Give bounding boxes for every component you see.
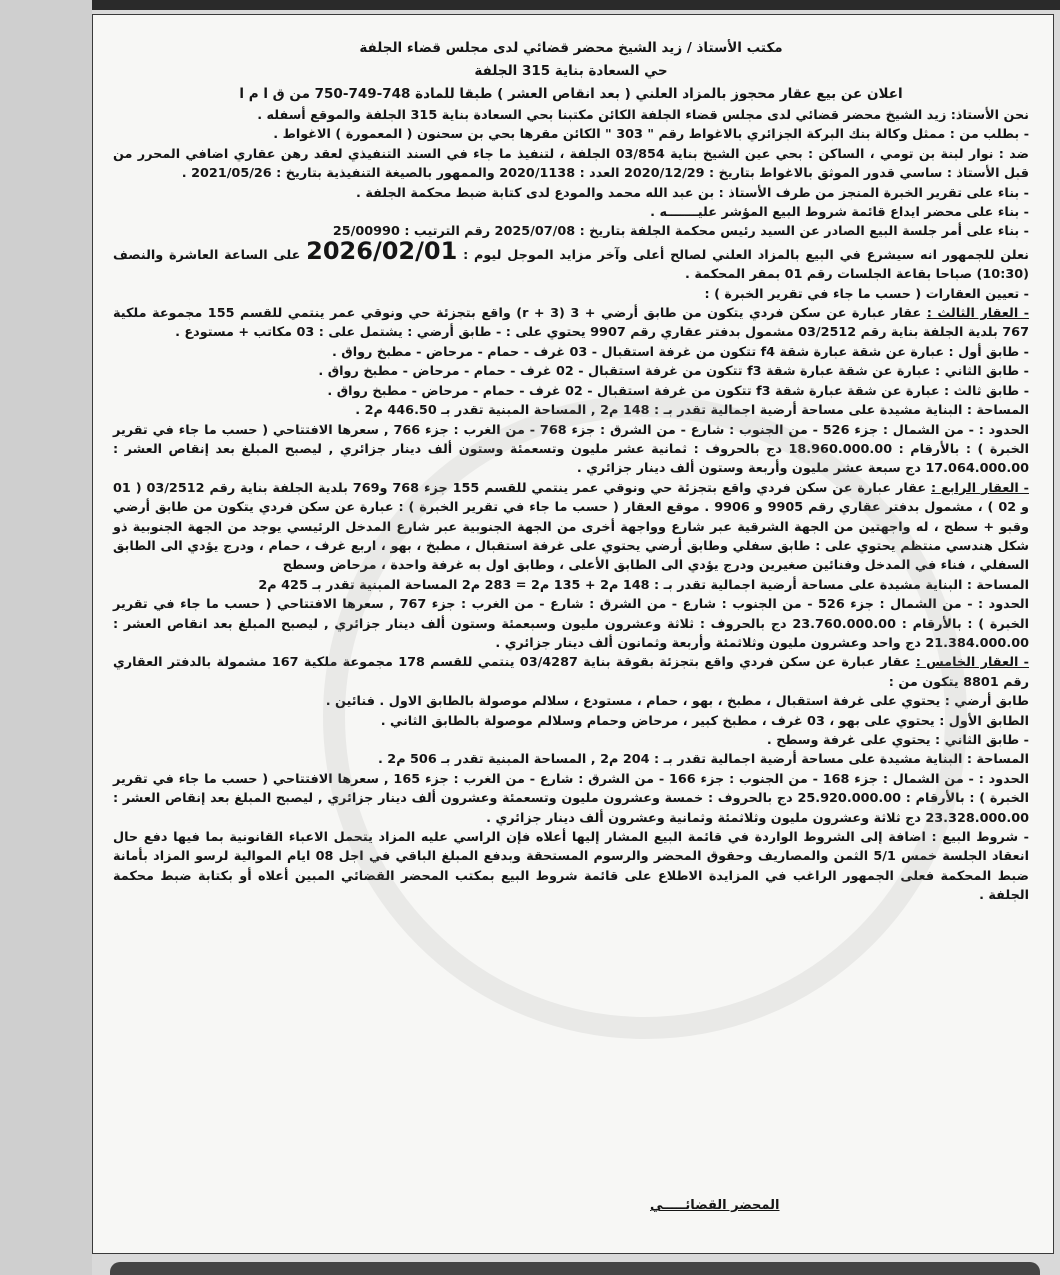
expert-report-basis: - بناء على تقرير الخبرة المنجز من طرف الأستاذ : بن عبد الله محمد والمودع لدى كتابة ضبط محكمة الجلفة . xyxy=(356,185,1029,201)
auction-date: 2026/02/01 xyxy=(306,236,458,265)
property-5-second-floor: - طابق الثاني : يحتوي على غرفة وسطح . xyxy=(766,733,1029,748)
property-3-bounds-price: الحدود : - من الشمال : جزء 526 - من الجنوب : شارع - من الشرق : جزء 768 - من الغرب : جزء 766 , سعرها الافتتاحي ( حسب ما جاء في تقرير الخبرة ) : بالأرقام : 18.960.000.00 دج بالحروف : ثمانية عشر مليون وتسعمئة وستون ألف دينار جزائري , ليصبح المبلغ بعد إنقاص العشر : 17.064.000.00 دج سبعة عشر مليون وأربعة وستون ألف دينار جزائري . xyxy=(113,422,1029,477)
bailiff-statement: نحن الأستاذ: زيد الشيخ محضر قضائي لدى مجلس قضاء الجلفة الكائن مكتبنا بحي السعادة بناية 315 الجلفة والموقع أسفله . xyxy=(257,108,1029,123)
office-header: مكتب الأستاذ / زيد الشيخ محضر قضائي لدى مجلس قضاء الجلفة xyxy=(359,40,783,56)
scan-margin xyxy=(0,0,92,1275)
property-3-label: - العقار الثالث : xyxy=(926,306,1030,322)
auction-time-place: على الساعة العاشرة والنصف (10:30) صباحا بقاعة الجلسات رقم 01 بمقر المحكمة . xyxy=(113,247,1029,283)
bailiff-signature-label: المحضر القضائـــــي xyxy=(650,1198,780,1213)
property-3-floor-3: - طابق ثالث : عبارة عن شقة عبارة شقة f3 تتكون من غرفة استقبال - 02 غرف - حمام - مرحاض - مطبخ رواق . xyxy=(327,383,1029,399)
property-5-text: عقار عبارة عن سكن فردي واقع بتجزئة بقوقة بناية 03/4287 ينتمي للقسم 178 مجموعة ملكية 167 مشمولة بالدفتر العقاري رقم 8801 يتكون من : xyxy=(113,655,1029,690)
property-5-area: المساحة : البناية مشيدة على مساحة أرضية اجمالية تقدر بـ : 204 م2 , المساحة المبنية تقدر بـ 506 م2 . xyxy=(377,752,1029,768)
property-4-text: عقار عبارة عن سكن فردي واقع بتجزئة حي ونوقي عمر ينتمي للقسم 155 جزء 768 و769 بلدية الجلفة بناية رقم 03/2512 ( 01 و 02 ) ، مشمول بدفتر عقاري رقم 9905 و 9906 . موقع العقار ( حسب ما جاء في تقرير الخبرة ) : عبارة عن سكن فردي يتكون من طابق أرضي وقبو + سطح ، له واجهتين من الجهة الشرقية عبر شارع وواجهة أخرى من الجهة الجنوبية عبر شارع المدخل الرئيسي يوجد من الجهة الجنوبية ذو شكل هندسي منتظم يحتوي على : طابق سفلي وطابق أرضي يحتوي على غرفة استقبال ، مطبخ ، بهو ، اربع غرف ، حمام ، ودرج يؤدي الى الطابق السفلي ، فناء في المدخل وفنائين صغيرين ودرج يؤدي الى الطابق الأعلى ، وطابق اول به غرفة واحدة ، مرحاض وسطح xyxy=(113,480,1029,574)
court-order-basis: - بناء على أمر جلسة البيع الصادر عن السيد رئيس محكمة الجلفة بتاريخ : 2025/07/08 رقم الترتيب : 25/00990 xyxy=(332,224,1029,240)
property-3-description xyxy=(113,304,1029,343)
property-5-description xyxy=(113,653,1029,692)
property-5-ground-floor: طابق أرضي : يحتوي على غرفة استقبال ، مطبخ ، بهو ، حمام ، مستودع ، سلالم موصولة بالطابق الاول . فنائين . xyxy=(325,694,1029,710)
requesting-party: - بطلب من : ممثل وكالة بنك البركة الجزائري بالاغواط رقم " 303 " الكائن مقرها بحي بن سحنون ( المعمورة ) الاغواط . xyxy=(273,127,1029,143)
sale-conditions: - شروط البيع : اضافة إلى الشروط الواردة في قائمة البيع المشار إليها أعلاه فإن الراسي عليه المزاد يتحمل الاعباء القانونية بما فيها دفع حال انعقاد الجلسة خمس 5/1 الثمن والمصاريف وحقوق المحضر والرسوم المستحقة وبدفع المبلغ الباقي في اجل 08 ايام الموالية لرسو المزاد بأمانة ضبط المحكمة فعلى الجمهور الراغب في المزايدة الاطلاع على قائمة شروط البيع بمكتب المحضر القضائي المبين أعلاه أو بكتابة ضبط محكمة الجلفة . xyxy=(113,830,1029,904)
property-4-bounds-price: الحدود : - من الشمال : جزء 526 - من الجنوب : شارع - من الشرق : شارع - من الغرب : جزء 767 , سعرها الافتتاحي ( حسب ما جاء في تقرير الخبرة ) : بالأرقام : 23.760.000.00 دج بالحروف : ثلاثة وعشرون مليون وسبعمئة وستون ألف دينار جزائري , ليصبح المبلغ بعد انقاص العشر : 21.384.000.00 دج واحد وعشرون مليون وثلاثمئة وأربعة وثمانون ألف دينار جزائري . xyxy=(113,597,1029,651)
property-4-label: - العقار الرابع : xyxy=(931,480,1029,496)
property-4-area: المساحة : البناية مشيدة على مساحة أرضية اجمالية تقدر بـ : 148 م2 + 135 م2 = 283 م2 المساحة المبنية تقدر بـ 425 م2 xyxy=(258,577,1029,593)
bottom-edge-bar xyxy=(110,1262,1040,1275)
property-5-label: - العقار الخامس : xyxy=(915,655,1029,671)
office-address: حي السعادة بناية 315 الجلفة xyxy=(474,63,668,79)
auction-intro-text: نعلن للجمهور انه سيشرع في البيع بالمزاد العلني لصالح أعلى وآخر مزايد الموجل ليوم : xyxy=(463,247,1029,263)
against-party: ضد : نوار لبنة بن تومي ، الساكن : بحي عين الشيخ بناية 03/854 الجلفة ، لتنفيذ ما جاء في السند التنفيذي لعقد رهن عقاري اضافي المحرر من قبل الأستاذ : ساسي قدور الموثق بالاغواط بتاريخ : 2020/12/29 العدد : 2020/1138 والممهور بالصيغة التنفيذية بتاريخ : 2021/05/26 . xyxy=(113,146,1029,182)
top-edge-bar xyxy=(0,0,1060,10)
property-5-first-floor: الطابق الأول : يحتوي على بهو ، 03 غرف ، مطبخ كبير ، مرحاض وحمام وسلالم موصولة بالطابق الثاني . xyxy=(380,713,1029,729)
properties-designation: - تعيين العقارات ( حسب ما جاء في تقرير الخبرة ) : xyxy=(704,286,1029,302)
property-5-bounds-price: الحدود : - من الشمال : جزء 168 - من الجنوب : جزء 166 - من الشرق : شارع - من الغرب : جزء 165 , سعرها الافتتاحي ( حسب ما جاء في تقرير الخبرة ) : بالأرقام : 25.920.000.00 دج بالحروف : خمسة وعشرون مليون وتسعمئة وعشرون ألف دينار جزائري , ليصبح المبلغ بعد إنقاص العشر : 23.328.000.00 دج ثلاثة وعشرون مليون وثلاثمئة وثمانية وعشرون ألف دينار جزائري . xyxy=(113,771,1029,826)
property-3-area: المساحة : البناية مشيدة على مساحة أرضية اجمالية تقدر بـ : 148 م2 , المساحة المبنية تقدر بـ 446.50 م2 . xyxy=(355,403,1029,419)
property-3-text: عقار عبارة عن سكن فردي يتكون من طابق أرضي + 3 (3 + r) واقع بتجزئة حي ونوقي عمر ينتمي للقسم 155 مجموعة ملكية 767 بلدية الجلفة بناية رقم 03/2512 مشمول بدفتر عقاري رقم 9907 يحتوي على : - طابق أرضي : يشتمل على : 03 مكاتب + مستودع . xyxy=(113,306,1029,341)
property-3-floor-2: - طابق الثاني : عبارة عن شقة عبارة شقة f3 تتكون من غرفة استقبال - 02 غرف - حمام - مرحاض - مطبخ رواق . xyxy=(318,364,1029,380)
auction-announcement xyxy=(113,236,1029,285)
legal-notice-page xyxy=(92,14,1054,1254)
announcement-title: اعلان عن بيع عقار محجوز بالمزاد العلني ( بعد انقاص العشر ) طبقا للمادة 748-749-750 من ق ا م ا xyxy=(239,86,903,102)
property-4-description xyxy=(113,479,1029,576)
conditions-deposit-basis: - بناء على محضر ايداع قائمة شروط البيع المؤشر عليـــــــه . xyxy=(650,205,1029,221)
property-3-floor-1: - طابق أول : عبارة عن شقة عبارة شقة f4 تتكون من غرفة استقبال - 03 غرف - حمام - مرحاض - مطبخ رواق . xyxy=(331,344,1029,360)
